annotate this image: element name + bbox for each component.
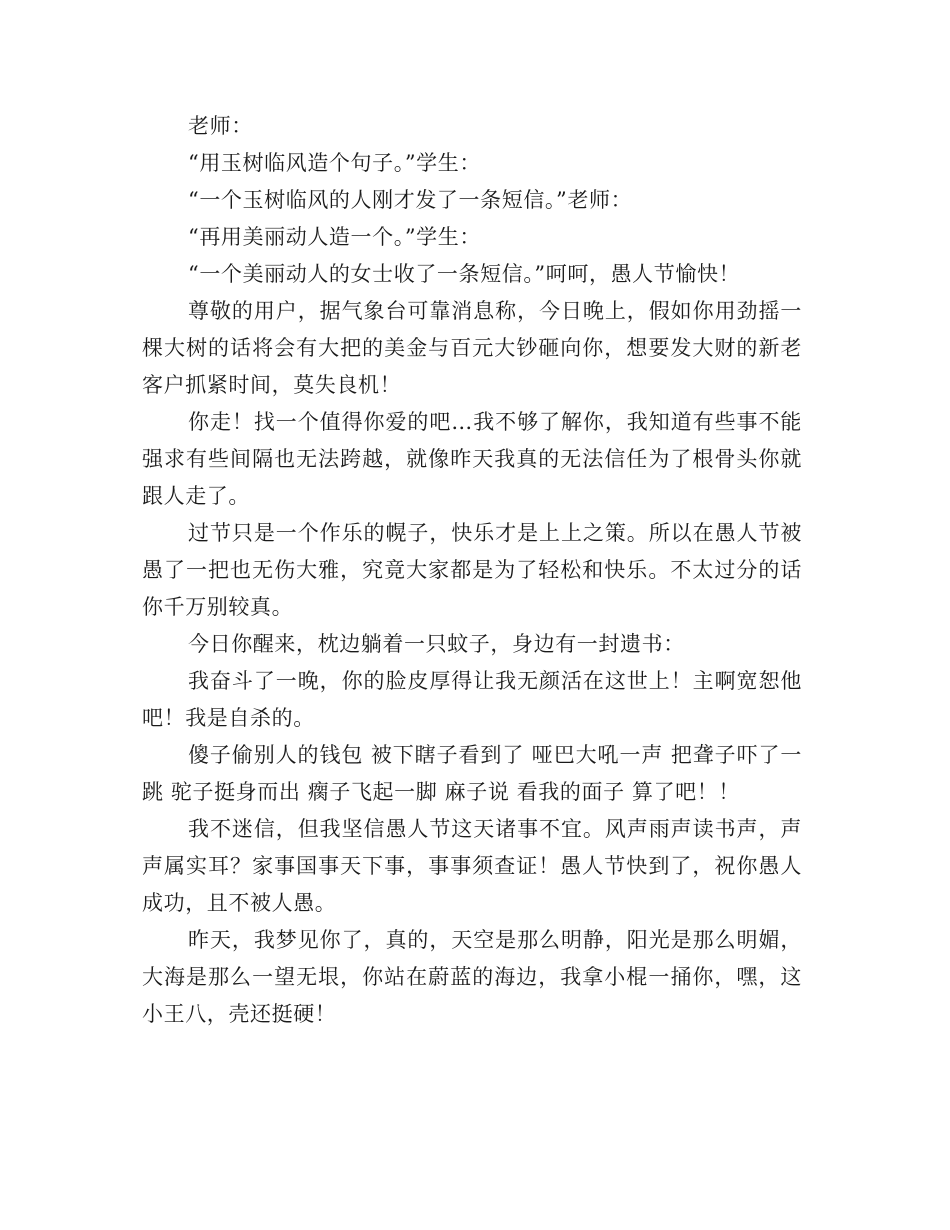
paragraph: 傻子偷别人的钱包 被下瞎子看到了 哑巴大吼一声 把聋子吓了一跳 驼子挺身而出 瘸子飞起一脚 麻子说 看我的面子 算了吧！！ <box>142 743 802 804</box>
paragraph: 尊敬的用户，据气象台可靠消息称，今日晚上，假如你用劲摇一棵大树的话将会有大把的美金与百元大钞砸向你，想要发大财的新老客户抓紧时间，莫失良机！ <box>142 299 802 397</box>
paragraph: 昨天，我梦见你了，真的，天空是那么明静，阳光是那么明媚，大海是那么一望无垠，你站在蔚蓝的海边，我拿小棍一捅你，嘿，这小王八，壳还挺硬！ <box>142 928 802 1026</box>
document-body <box>142 108 802 1033</box>
paragraph: “再用美丽动人造一个。”学生： <box>188 225 481 249</box>
paragraph: “一个玉树临风的人刚才发了一条短信。”老师： <box>188 188 633 212</box>
paragraph: “一个美丽动人的女士收了一条短信。”呵呵，愚人节愉快！ <box>188 262 741 286</box>
paragraph: 我不迷信，但我坚信愚人节这天诸事不宜。风声雨声读书声，声声属实耳？家事国事天下事，事事须查证！愚人节快到了，祝你愚人成功，且不被人愚。 <box>142 817 802 915</box>
paragraph: 过节只是一个作乐的幌子，快乐才是上上之策。所以在愚人节被愚了一把也无伤大雅，究竟大家都是为了轻松和快乐。不太过分的话你千万别较真。 <box>142 521 802 619</box>
paragraph: 你走！找一个值得你爱的吧…我不够了解你，我知道有些事不能强求有些间隔也无法跨越，就像昨天我真的无法信任为了根骨头你就跟人走了。 <box>142 410 802 508</box>
paragraph: “用玉树临风造个句子。”学生： <box>188 151 481 175</box>
paragraph: 今日你醒来，枕边躺着一只蚊子，身边有一封遗书： <box>188 632 685 656</box>
paragraph: 老师： <box>188 114 253 138</box>
paragraph: 我奋斗了一晚，你的脸皮厚得让我无颜活在这世上！主啊宽恕他吧！我是自杀的。 <box>142 669 802 730</box>
